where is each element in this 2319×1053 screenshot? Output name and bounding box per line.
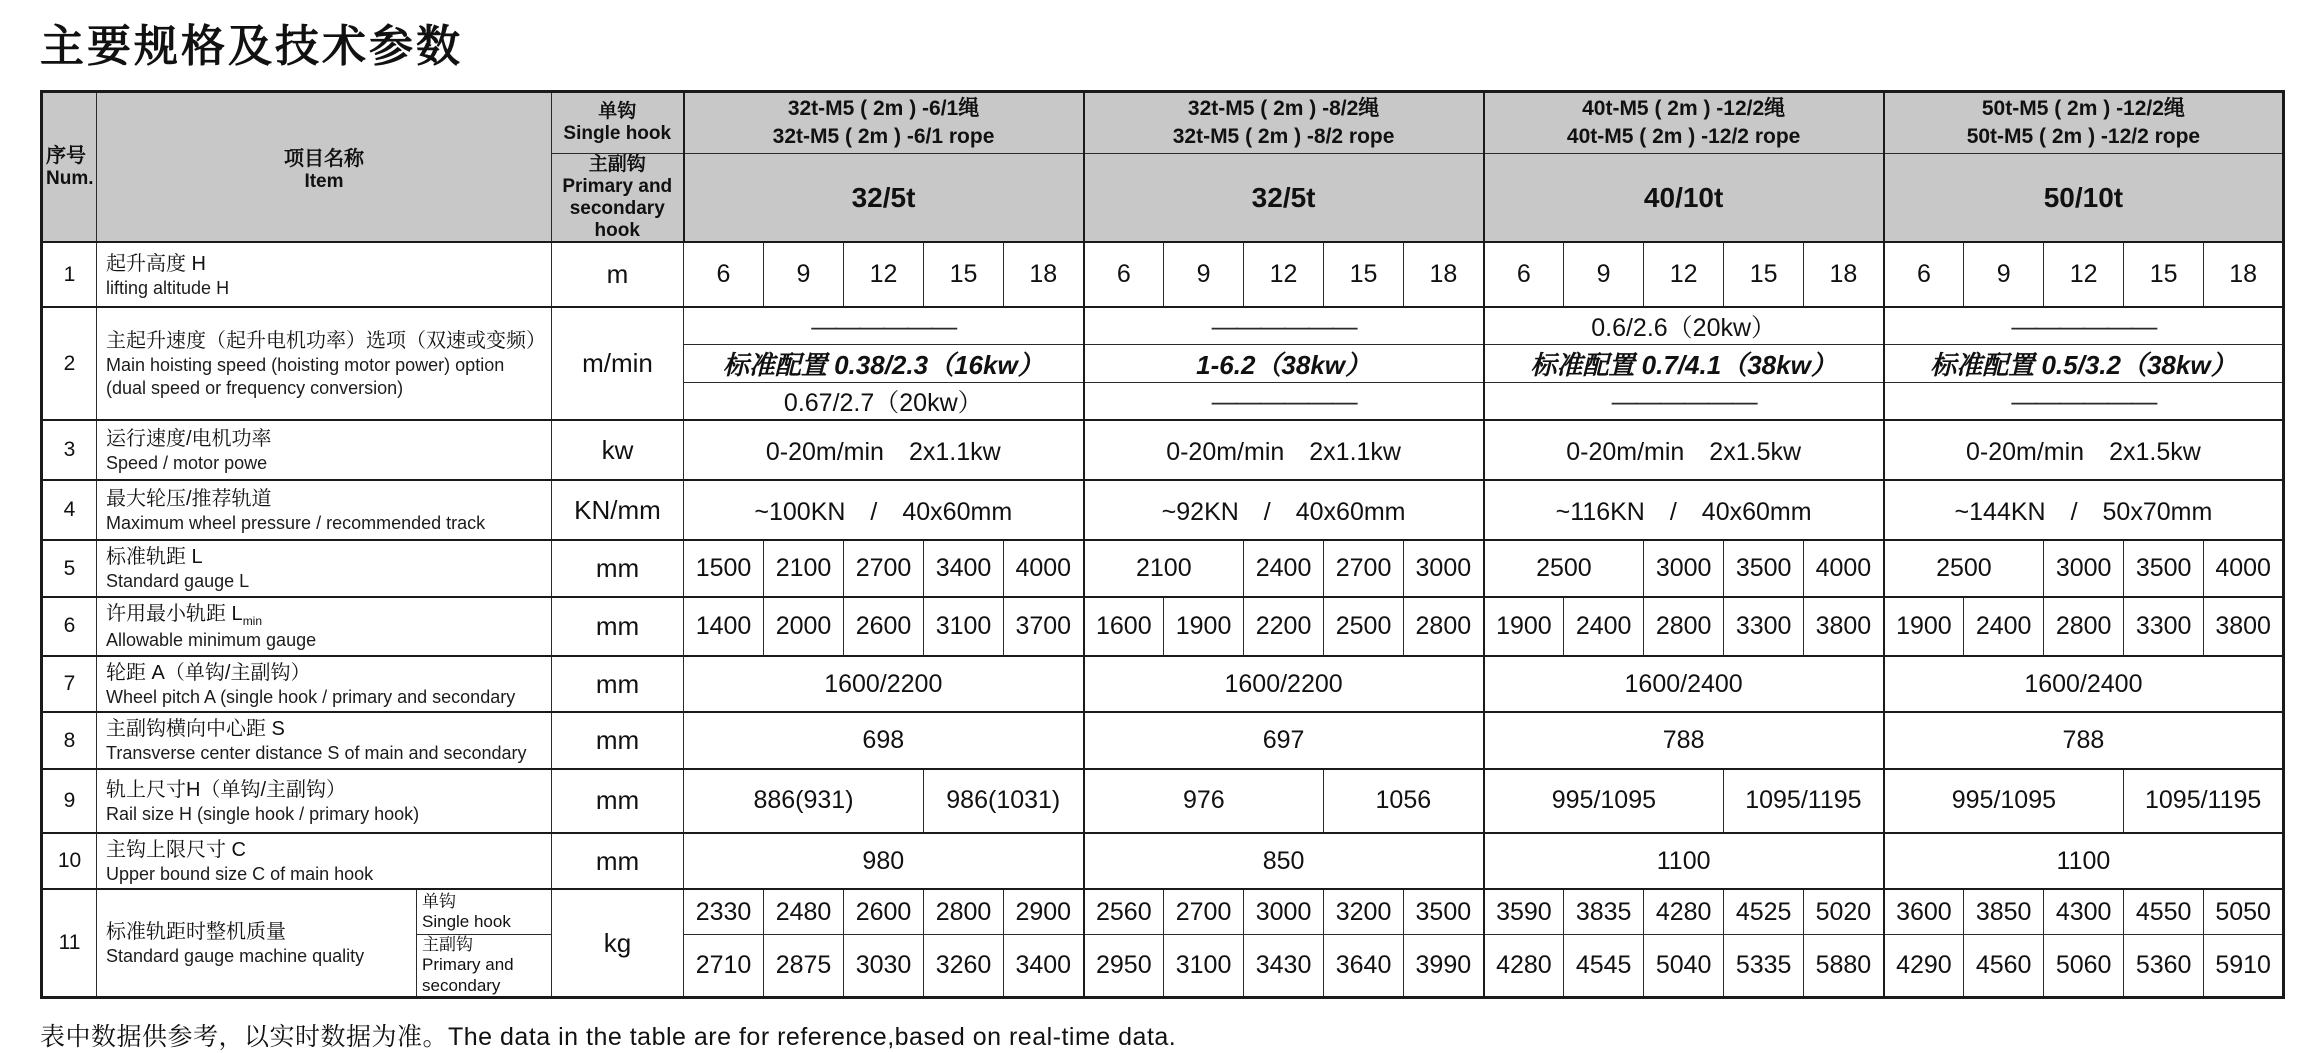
value-cell: 980 (684, 833, 1084, 890)
value-cell: 12 (844, 242, 924, 307)
item-name-cell (97, 597, 552, 656)
model-header-4: 50t-M5 ( 2m ) -12/2绳 50t-M5 ( 2m ) -12/2 rope (1884, 92, 2284, 154)
item-name-zh: 标准轨距时整机质量 (106, 921, 286, 944)
hook-type-en: Primary and secondary (422, 955, 514, 995)
value-cell: 1600/2400 (1884, 656, 2284, 713)
item-name-zh: 主副钩横向中心距 S (106, 718, 285, 741)
value-cell: 2800 (1644, 597, 1724, 656)
value-cell: 4280 (1484, 934, 1564, 997)
value-cell: 2800 (924, 889, 1004, 934)
value-cell: 2800 (2044, 597, 2124, 656)
item-header-en: Item (304, 170, 344, 192)
model-header-3: 40t-M5 ( 2m ) -12/2绳 40t-M5 ( 2m ) -12/2 rope (1484, 92, 1884, 154)
value-cell: 1600 (1084, 597, 1164, 656)
value-cell: 18 (2204, 242, 2284, 307)
value-cell: 788 (1884, 712, 2284, 769)
row-number-cell: 3 (42, 420, 97, 480)
value-cell: 5360 (2124, 934, 2204, 997)
value-cell: 12 (1244, 242, 1324, 307)
row-number-cell: 9 (42, 769, 97, 833)
spec-table (40, 90, 2285, 999)
value-cell: 3000 (1404, 540, 1484, 597)
value-cell: 1900 (1884, 597, 1964, 656)
table-row (42, 833, 2284, 890)
value-cell: 2560 (1084, 889, 1164, 934)
value-cell: 2480 (764, 889, 844, 934)
item-name-en: Upper bound size C of main hook (106, 863, 374, 884)
value-cell: 5040 (1644, 934, 1724, 997)
value-cell: 3850 (1964, 889, 2044, 934)
item-name-cell (97, 833, 552, 890)
footnote: 表中数据供参考，以实时数据为准。The data in the table are for reference,based on real-time data. (40, 1023, 1177, 1052)
value-cell: 1095/1195 (2124, 769, 2284, 833)
value-cell: —————— (684, 307, 1084, 345)
unit-cell: KN/mm (552, 480, 684, 540)
value-cell: 1100 (1884, 833, 2284, 890)
value-cell: 850 (1084, 833, 1484, 890)
value-cell: 15 (924, 242, 1004, 307)
spec-table-head (42, 92, 2284, 243)
num-header-en: Num. (46, 167, 94, 189)
value-cell: ~92KN / 40x60mm (1084, 480, 1484, 540)
value-cell: 4290 (1884, 934, 1964, 997)
item-header (97, 92, 552, 243)
value-cell: —————— (1084, 383, 1484, 421)
value-cell: 3990 (1404, 934, 1484, 997)
value-cell: 4550 (2124, 889, 2204, 934)
item-name-cell (97, 540, 552, 597)
value-cell: 4000 (2204, 540, 2284, 597)
item-name-en: Speed / motor powe (106, 453, 268, 474)
table-row (42, 307, 2284, 345)
item-name-zh: 轮距 A（单钩/主副钩） (106, 661, 311, 684)
value-cell: 976 (1084, 769, 1324, 833)
item-name-cell (97, 307, 552, 420)
model-header-1: 32t-M5 ( 2m ) -6/1绳 32t-M5 ( 2m ) -6/1 rope (684, 92, 1084, 154)
table-row (42, 889, 2284, 934)
value-cell: 1400 (684, 597, 764, 656)
value-cell: 1056 (1324, 769, 1484, 833)
value-cell: 1095/1195 (1724, 769, 1884, 833)
value-cell: 12 (1644, 242, 1724, 307)
value-cell: 3400 (1004, 934, 1084, 997)
unit-cell: mm (552, 833, 684, 890)
single-hook-header (552, 92, 684, 154)
value-cell: 3030 (844, 934, 924, 997)
value-cell: —————— (1484, 383, 1884, 421)
single-hook-zh: 单钩 (598, 101, 637, 123)
unit-cell: mm (552, 712, 684, 769)
value-cell: 2950 (1084, 934, 1164, 997)
table-row (42, 540, 2284, 597)
value-cell: 2500 (1324, 597, 1404, 656)
value-cell: 5335 (1724, 934, 1804, 997)
item-name-en: lifting altitude H (106, 277, 230, 298)
capacity-header-2: 32/5t (1084, 154, 1484, 243)
item-name-zh: 最大轮压/推荐轨道 (106, 488, 272, 511)
hook-type-cell (417, 934, 552, 997)
value-cell: 3300 (2124, 597, 2204, 656)
value-cell: 2000 (764, 597, 844, 656)
value-cell: —————— (1084, 307, 1484, 345)
value-cell: 2600 (844, 597, 924, 656)
value-cell: 4300 (2044, 889, 2124, 934)
value-cell: 12 (2044, 242, 2124, 307)
value-cell: 995/1095 (1884, 769, 2124, 833)
item-name-en: Maximum wheel pressure / recommended track (106, 513, 486, 534)
value-cell: 0-20m/min 2x1.5kw (1884, 420, 2284, 480)
value-cell: 2400 (1564, 597, 1644, 656)
value-cell: 3500 (1724, 540, 1804, 597)
value-cell: 0.6/2.6（20kw） (1484, 307, 1884, 345)
value-cell: 6 (684, 242, 764, 307)
value-cell: ~100KN / 40x60mm (684, 480, 1084, 540)
item-name-cell (97, 656, 552, 713)
value-cell: ~144KN / 50x70mm (1884, 480, 2284, 540)
value-cell: 1900 (1484, 597, 1564, 656)
value-cell: 2500 (1484, 540, 1644, 597)
num-header (42, 92, 97, 243)
item-name-en: Main hoisting speed (hoisting motor power) option (dual speed or frequency conversion) (106, 355, 505, 398)
value-cell: 3500 (1404, 889, 1484, 934)
item-name-zh: 许用最小轨距 $L_{min}$ (106, 602, 263, 628)
dual-hook-en: Primary and secondary hook (562, 175, 673, 241)
row-number-cell: 8 (42, 712, 97, 769)
value-cell: 3600 (1884, 889, 1964, 934)
value-cell: 0.67/2.7（20kw） (684, 383, 1084, 421)
value-cell: 3000 (1244, 889, 1324, 934)
value-cell: 2900 (1004, 889, 1084, 934)
value-cell: 4000 (1804, 540, 1884, 597)
item-name-en: Standard gauge L (106, 571, 250, 592)
row-number-cell: 11 (42, 889, 97, 997)
value-cell: 3400 (924, 540, 1004, 597)
value-cell: 3100 (1164, 934, 1244, 997)
unit-cell: m (552, 242, 684, 307)
value-cell: 4000 (1004, 540, 1084, 597)
value-cell: 3835 (1564, 889, 1644, 934)
value-cell: 1600/2400 (1484, 656, 1884, 713)
row-number-cell: 6 (42, 597, 97, 656)
table-row (42, 769, 2284, 833)
item-name-cell (97, 242, 552, 307)
value-cell: 3700 (1004, 597, 1084, 656)
unit-cell: kg (552, 889, 684, 997)
item-name-zh: 主钩上限尺寸 C (106, 838, 246, 861)
value-cell: 1900 (1164, 597, 1244, 656)
row-number-cell: 10 (42, 833, 97, 890)
row-number-cell: 7 (42, 656, 97, 713)
unit-cell: mm (552, 656, 684, 713)
value-cell: 4280 (1644, 889, 1724, 934)
value-cell: 3590 (1484, 889, 1564, 934)
value-cell: 2400 (1964, 597, 2044, 656)
row-number-cell: 1 (42, 242, 97, 307)
value-cell: 18 (1404, 242, 1484, 307)
value-cell: 3640 (1324, 934, 1404, 997)
unit-cell: kw (552, 420, 684, 480)
dual-hook-header (552, 154, 684, 243)
dual-hook-zh: 主副钩 (588, 154, 646, 175)
table-row (42, 656, 2284, 713)
item-name-cell (97, 769, 552, 833)
value-cell: 5880 (1804, 934, 1884, 997)
value-cell: 2710 (684, 934, 764, 997)
capacity-header-4: 50/10t (1884, 154, 2284, 243)
hook-type-zh: 主副钩 (422, 934, 473, 954)
value-cell: —————— (1884, 383, 2284, 421)
table-row (42, 242, 2284, 307)
value-cell: 9 (1964, 242, 2044, 307)
item-name-zh: 轨上尺寸H（单钩/主副钩） (106, 778, 346, 801)
unit-cell: mm (552, 597, 684, 656)
value-cell: 1-6.2（38kw） (1084, 345, 1484, 383)
value-cell: 995/1095 (1484, 769, 1724, 833)
value-cell: 2700 (844, 540, 924, 597)
value-cell: 3800 (1804, 597, 1884, 656)
value-cell: 5050 (2204, 889, 2284, 934)
item-name-zh: 标准轨距 L (106, 546, 203, 569)
value-cell: 986(1031) (924, 769, 1084, 833)
model-header-2: 32t-M5 ( 2m ) -8/2绳 32t-M5 ( 2m ) -8/2 rope (1084, 92, 1484, 154)
value-cell: —————— (1884, 307, 2284, 345)
value-cell: 9 (764, 242, 844, 307)
item-name-en: Rail size H (single hook / primary hook) (106, 803, 420, 824)
value-cell: 2700 (1324, 540, 1404, 597)
value-cell: ~116KN / 40x60mm (1484, 480, 1884, 540)
item-name-zh: 主起升速度（起升电机功率）选项（双速或变频） (106, 330, 546, 353)
value-cell: 15 (1324, 242, 1404, 307)
value-cell: 3200 (1324, 889, 1404, 934)
page-title: 主要规格及技术参数 (40, 22, 463, 71)
value-cell: 2800 (1404, 597, 1484, 656)
unit-cell: m/min (552, 307, 684, 420)
value-cell: 6 (1884, 242, 1964, 307)
value-cell: 3260 (924, 934, 1004, 997)
value-cell: 698 (684, 712, 1084, 769)
value-cell: 2700 (1164, 889, 1244, 934)
value-cell: 2400 (1244, 540, 1324, 597)
value-cell: 1500 (684, 540, 764, 597)
value-cell: 2100 (1084, 540, 1244, 597)
value-cell: 3300 (1724, 597, 1804, 656)
value-cell: 18 (1004, 242, 1084, 307)
unit-cell: mm (552, 540, 684, 597)
num-header-zh: 序号 (46, 144, 86, 167)
table-row (42, 597, 2284, 656)
spec-table-body (42, 242, 2284, 997)
value-cell: 5020 (1804, 889, 1884, 934)
value-cell: 9 (1164, 242, 1244, 307)
row-number-cell: 4 (42, 480, 97, 540)
item-name-cell (97, 480, 552, 540)
value-cell: 标准配置 0.38/2.3（16kw） (684, 345, 1084, 383)
item-name-zh: 起升高度 H (106, 252, 206, 275)
value-cell: 15 (1724, 242, 1804, 307)
value-cell: 1600/2200 (1084, 656, 1484, 713)
hook-type-cell (417, 889, 552, 934)
value-cell: 2875 (764, 934, 844, 997)
item-name-cell (97, 712, 552, 769)
value-cell: 2100 (764, 540, 844, 597)
value-cell: 9 (1564, 242, 1644, 307)
value-cell: 2600 (844, 889, 924, 934)
value-cell: 788 (1484, 712, 1884, 769)
value-cell: 886(931) (684, 769, 924, 833)
capacity-header-3: 40/10t (1484, 154, 1884, 243)
item-name-cell (97, 420, 552, 480)
hook-type-en: Single hook (422, 912, 511, 932)
value-cell: 0-20m/min 2x1.5kw (1484, 420, 1884, 480)
value-cell: 5910 (2204, 934, 2284, 997)
value-cell: 标准配置 0.7/4.1（38kw） (1484, 345, 1884, 383)
value-cell: 3000 (1644, 540, 1724, 597)
value-cell: 0-20m/min 2x1.1kw (684, 420, 1084, 480)
value-cell: 3430 (1244, 934, 1324, 997)
value-cell: 3100 (924, 597, 1004, 656)
value-cell: 3000 (2044, 540, 2124, 597)
item-name-en: Transverse center distance S of main and secondary (106, 743, 527, 764)
value-cell: 0-20m/min 2x1.1kw (1084, 420, 1484, 480)
item-name-cell (97, 889, 417, 997)
value-cell: 3800 (2204, 597, 2284, 656)
value-cell: 4560 (1964, 934, 2044, 997)
value-cell: 6 (1084, 242, 1164, 307)
table-row (42, 712, 2284, 769)
item-name-en: Allowable minimum gauge (106, 630, 317, 651)
value-cell: 2500 (1884, 540, 2044, 597)
value-cell: 18 (1804, 242, 1884, 307)
value-cell: 1600/2200 (684, 656, 1084, 713)
item-header-zh: 项目名称 (284, 147, 364, 170)
value-cell: 2200 (1244, 597, 1324, 656)
value-cell: 15 (2124, 242, 2204, 307)
row-number-cell: 5 (42, 540, 97, 597)
table-row (42, 420, 2284, 480)
value-cell: 2330 (684, 889, 764, 934)
hook-type-zh: 单钩 (422, 891, 456, 911)
unit-cell: mm (552, 769, 684, 833)
item-name-en: Wheel pitch A (single hook / primary and secondary (106, 686, 516, 707)
value-cell: 4545 (1564, 934, 1644, 997)
capacity-header-1: 32/5t (684, 154, 1084, 243)
row-number-cell: 2 (42, 307, 97, 420)
value-cell: 5060 (2044, 934, 2124, 997)
value-cell: 标准配置 0.5/3.2（38kw） (1884, 345, 2284, 383)
value-cell: 3500 (2124, 540, 2204, 597)
value-cell: 6 (1484, 242, 1564, 307)
single-hook-en: Single hook (563, 123, 672, 144)
value-cell: 697 (1084, 712, 1484, 769)
table-row (42, 480, 2284, 540)
value-cell: 1100 (1484, 833, 1884, 890)
item-name-zh: 运行速度/电机功率 (106, 428, 272, 451)
item-name-en: Standard gauge machine quality (106, 946, 365, 967)
value-cell: 4525 (1724, 889, 1804, 934)
